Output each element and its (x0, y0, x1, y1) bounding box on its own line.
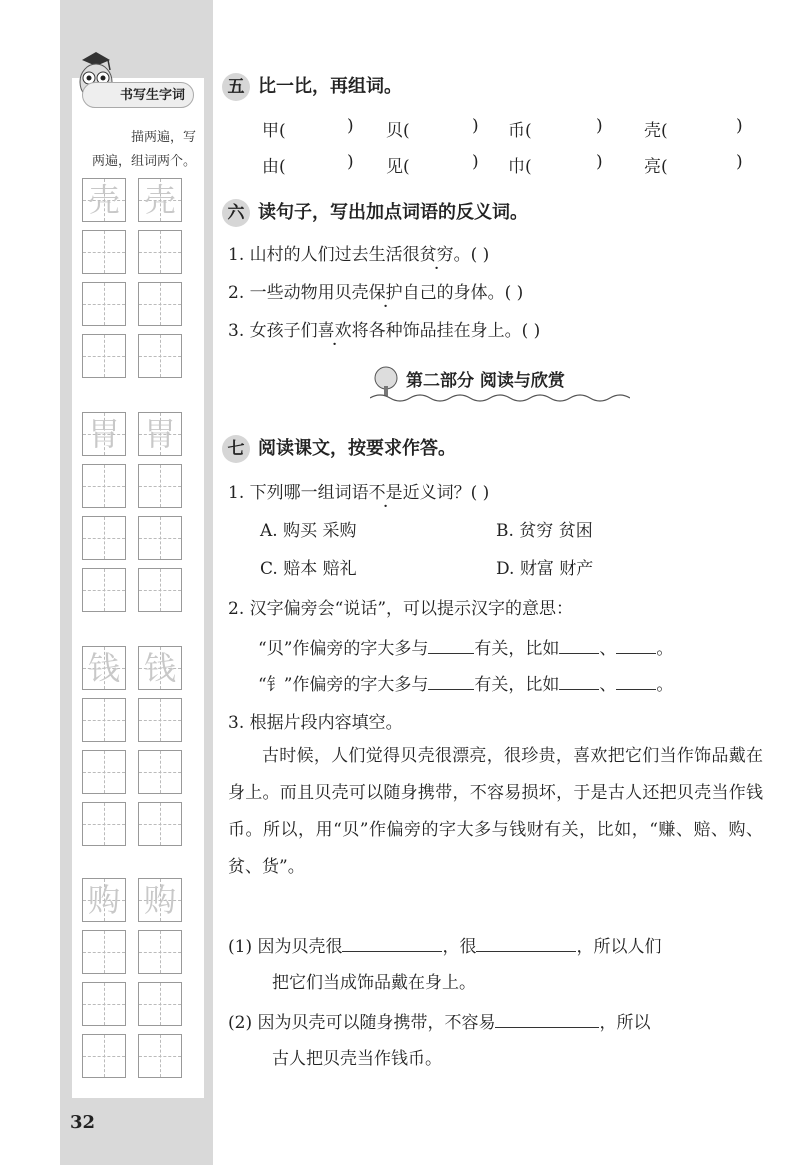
writing-grid-cell[interactable] (82, 230, 126, 274)
paren-close: ) (347, 152, 354, 172)
question-7-1 (228, 478, 489, 503)
writing-grid-cell[interactable] (82, 464, 126, 508)
writing-grid-cell[interactable] (82, 282, 126, 326)
writing-grid-cell[interactable] (138, 412, 182, 456)
writing-grid-cell[interactable] (82, 1034, 126, 1078)
answer-blank[interactable] (616, 673, 656, 690)
option-d: D. 财富 财产 (496, 559, 594, 579)
question-text: 1. 下列哪一组词语 (228, 483, 369, 503)
punctuation: 、 (599, 675, 617, 695)
writing-grid-cell[interactable] (82, 516, 126, 560)
compare-char: 贝( (386, 121, 410, 141)
question-6-1 (228, 240, 489, 265)
writing-grid-cell[interactable] (138, 930, 182, 974)
writing-grid-cell[interactable] (138, 982, 182, 1026)
section-title: 阅读课文，按要求作答。 (258, 438, 456, 459)
question-7-2b (258, 670, 673, 695)
tracing-character: 壳 (143, 181, 176, 219)
compare-char: 壳( (644, 121, 668, 141)
writing-grid-cell[interactable] (82, 750, 126, 794)
writing-grid-cell[interactable] (138, 646, 182, 690)
section-number-badge: 七 (222, 435, 250, 463)
writing-grid-cell[interactable] (138, 282, 182, 326)
dotted-word: 保护 (368, 283, 403, 303)
fill-question-1 (228, 932, 661, 957)
tracing-character: 胃 (87, 415, 120, 453)
writing-grid-cell[interactable] (82, 982, 126, 1026)
fill-question-1-cont: 把它们当成饰品戴在身上。 (272, 973, 476, 993)
answer-paren: 近义词？( ) (402, 483, 490, 503)
part-2-header (370, 360, 630, 404)
answer-blank[interactable] (495, 1011, 599, 1028)
compare-char: 甲( (262, 121, 286, 141)
option-c: C. 赔本 赔礼 (260, 559, 357, 579)
compare-char: 由( (262, 157, 286, 177)
writing-grid-cell[interactable] (138, 334, 182, 378)
section-title: 比一比，再组词。 (258, 76, 402, 97)
question-text: ，所以 (599, 1013, 651, 1033)
punctuation: 、 (599, 639, 617, 659)
question-text: 2. 一些动物用贝壳 (228, 283, 369, 303)
tracing-character: 壳 (87, 181, 120, 219)
question-7-2a (258, 634, 673, 659)
section-6-heading (222, 198, 528, 227)
question-7-2: 2. 汉字偏旁会“说话”，可以提示汉字的意思： (228, 599, 574, 619)
part-title: 第二部分 阅读与欣赏 (406, 371, 565, 391)
writing-grid-cell[interactable] (138, 568, 182, 612)
compare-char: 币( (508, 121, 532, 141)
compare-char: 见( (386, 157, 410, 177)
writing-grid-cell[interactable] (82, 802, 126, 846)
punctuation: 。 (656, 675, 674, 695)
question-text: 1. 山村的人们过去生活很 (228, 245, 420, 265)
page-number: 32 (70, 1112, 96, 1133)
writing-grid-cell[interactable] (82, 930, 126, 974)
writing-grid-cell[interactable] (138, 464, 182, 508)
question-6-3 (228, 316, 540, 341)
answer-paren: 自己的身体。( ) (402, 283, 524, 303)
instruction-line: 描两遍，写 (130, 130, 196, 145)
writing-grid-cell[interactable] (138, 230, 182, 274)
section-5-heading (222, 72, 402, 101)
writing-grid-cell[interactable] (138, 178, 182, 222)
section-7-heading (222, 434, 456, 463)
grass-divider-icon (370, 392, 630, 402)
writing-grid-cell[interactable] (138, 878, 182, 922)
tracing-character: 购 (87, 881, 120, 919)
sidebar-title: 书写生字词 (82, 82, 194, 108)
dotted-word: 喜欢 (317, 321, 352, 341)
paren-close: ) (736, 152, 743, 172)
question-text: 3. 女孩子们 (228, 321, 318, 341)
writing-grid-cell[interactable] (82, 334, 126, 378)
dotted-word: 不是 (368, 483, 403, 503)
reading-passage: 古时候，人们觉得贝壳很漂亮，很珍贵，喜欢把它们当作饰品戴在身上。而且贝壳可以随身携带，不容易损坏，于是古人还把贝壳当作钱币。所以，用“贝”作偏旁的字大多与钱财有关，比如，“赚、赔、购、贫、货”。 (228, 746, 763, 877)
paren-close: ) (347, 116, 354, 136)
fill-question-2 (228, 1008, 650, 1033)
sidebar-instruction (78, 126, 196, 174)
tracing-character: 钱 (143, 649, 176, 687)
section-number-badge: 六 (222, 199, 250, 227)
writing-grid-cell[interactable] (138, 802, 182, 846)
punctuation: 。 (656, 639, 674, 659)
option-a: A. 购买 采购 (260, 521, 357, 541)
question-text: (1) 因为贝壳很 (228, 937, 343, 957)
answer-blank[interactable] (342, 935, 442, 952)
paren-close: ) (596, 152, 603, 172)
tracing-character: 钱 (87, 649, 120, 687)
answer-blank[interactable] (428, 637, 474, 654)
answer-blank[interactable] (428, 673, 474, 690)
paren-close: ) (596, 116, 603, 136)
question-7-3: 3. 根据片段内容填空。 (228, 713, 403, 733)
option-b: B. 贫穷 贫困 (496, 521, 593, 541)
answer-blank[interactable] (616, 637, 656, 654)
question-text: “贝”作偏旁的字大多与 (258, 639, 429, 659)
question-text: 有关，比如 (474, 639, 560, 659)
question-text: (2) 因为贝壳可以随身携带，不容易 (228, 1013, 496, 1033)
writing-grid-cell[interactable] (82, 412, 126, 456)
compare-char: 巾( (508, 157, 532, 177)
tracing-character: 胃 (143, 415, 176, 453)
writing-grid-cell[interactable] (82, 698, 126, 742)
answer-blank[interactable] (476, 935, 576, 952)
question-text: ，所以人们 (576, 937, 662, 957)
writing-grid-cell[interactable] (82, 178, 126, 222)
paren-close: ) (472, 152, 479, 172)
question-text: 有关，比如 (474, 675, 560, 695)
writing-grid-cell[interactable] (138, 698, 182, 742)
question-6-2 (228, 278, 523, 303)
dotted-word: 贫穷 (419, 245, 454, 265)
answer-blank[interactable] (559, 673, 599, 690)
paren-close: ) (472, 116, 479, 136)
answer-blank[interactable] (559, 637, 599, 654)
section-title: 读句子，写出加点词语的反义词。 (258, 202, 528, 223)
compare-char: 亮( (644, 157, 668, 177)
instruction-line: 两遍，组词两个。 (91, 154, 196, 169)
writing-grid-cell[interactable] (82, 568, 126, 612)
tracing-character: 购 (143, 881, 176, 919)
writing-grid-cell[interactable] (138, 516, 182, 560)
writing-grid-cell[interactable] (138, 750, 182, 794)
question-text: ，很 (442, 937, 477, 957)
answer-paren: 。( ) (453, 245, 490, 265)
writing-grid-cell[interactable] (82, 646, 126, 690)
writing-grid-cell[interactable] (82, 878, 126, 922)
question-text: “钅”作偏旁的字大多与 (258, 675, 429, 695)
paren-close: ) (736, 116, 743, 136)
section-number-badge: 五 (222, 73, 250, 101)
fill-question-2-cont: 古人把贝壳当作钱币。 (272, 1049, 442, 1069)
writing-grid-cell[interactable] (138, 1034, 182, 1078)
answer-paren: 将各种饰品挂在身上。( ) (351, 321, 541, 341)
